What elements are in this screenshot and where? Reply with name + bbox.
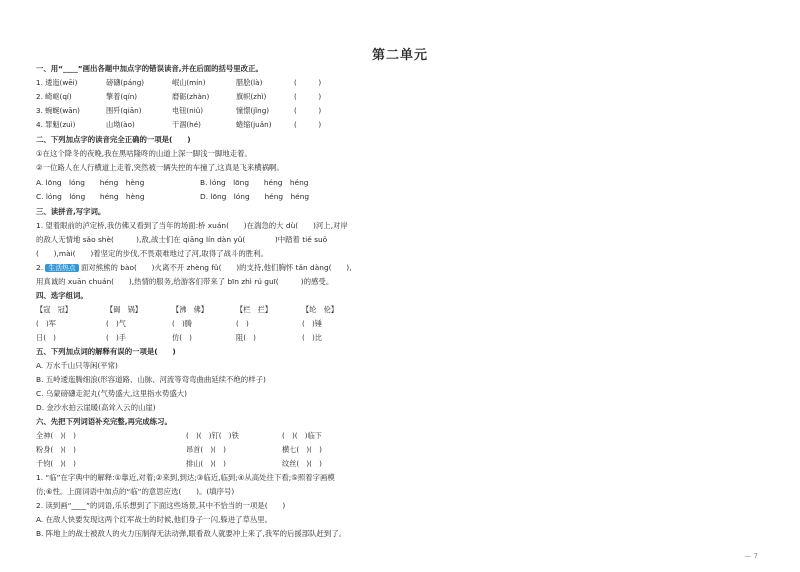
s1-r4-c3: 干涸(hé) — [172, 120, 201, 129]
s5-option-b: B. 五岭逶迤腾细浪(形容道路、山脉、河流等弯弯曲曲延续不绝的样子) — [36, 375, 266, 384]
section1-heading: 一、用“____”画出各题中加点字的错误读音,并在后面的括号里改正。 — [36, 64, 263, 73]
s2-line2: ②一位路人在人行横道上走着,突然被一辆失控的车撞了,这真是飞来横祸啊。 — [36, 163, 284, 172]
s6-q2-option-b: B. 阵地上的战士被敌人的火力压制得无法动弹,眼看敌人就要冲上来了,我军的后援部队赶到了。 — [36, 529, 347, 538]
s6-r2-c2: 昂首( )( ) — [186, 445, 226, 454]
s2-line1: ①在这个降冬的夜晚,我在黑咕隆咚的山道上深一脚浅一脚地走着。 — [36, 149, 252, 158]
s2-option-a: A. lōng lóng héng hèng — [36, 178, 145, 187]
page-number: — 7 — [744, 552, 758, 560]
section4-heading: 四、选字组词。 — [36, 291, 88, 300]
s1-r1-c1: 1. 逶迤(wēi) — [36, 78, 78, 87]
s3-q2-text: 面对熊熊的 bào( )火离不开 zhèng fǔ( )的支持,他们胸怀 tǎn dàng( ), — [80, 263, 352, 272]
s2-option-d: D. lōng lóng héng héng — [200, 192, 310, 201]
s4-group3-b: 仿( ) — [172, 333, 192, 342]
s1-r4-c2: 山坳(ào) — [106, 120, 135, 129]
s6-r3-c2: 排山( )( ) — [186, 459, 226, 468]
s1-r3-c3: 电钮(niǔ) — [172, 106, 204, 115]
s6-r1-c1: 全神( )( ) — [36, 431, 76, 440]
s1-r2-c2: 擎着(qín) — [106, 92, 138, 101]
s1-r2-c1: 2. 崎岖(qí) — [36, 92, 72, 101]
s3-q2-number: 2. — [36, 263, 44, 272]
s1-r2-c3: 磨砺(zhàn) — [172, 92, 210, 101]
s1-r3-c4: 憧憬(jǐng) — [236, 106, 270, 115]
page-title: 第二单元 — [371, 48, 428, 63]
s6-r2-c3: 横七( )( ) — [282, 445, 322, 454]
s6-q1-line1: 1. “临”在字典中的解释:①靠近,对着;②来到,到达;③临近,临到;④从高处往下看;⑤照着字画模 — [36, 473, 335, 482]
s1-r3-c5: ( ) — [294, 106, 322, 115]
s4-group2-pair: 【碣 锅】 — [106, 305, 142, 314]
s4-group2-b: ( )手 — [106, 333, 126, 342]
s4-group1-a: ( )军 — [36, 319, 56, 328]
s4-group5-b: ( )比 — [302, 333, 322, 342]
s4-group4-a: ( ) — [236, 319, 249, 328]
s1-r1-c5: ( ) — [294, 78, 322, 87]
s5-option-a: A. 万水千山只等闲(平常) — [36, 361, 118, 370]
s4-group3-pair: 【沸 佛】 — [172, 305, 208, 314]
s4-group3-a: ( )腾 — [172, 319, 192, 328]
s1-r4-c4: 蜷缩(juǎn) — [236, 120, 272, 129]
s6-r1-c3: ( )( )临下 — [282, 431, 322, 440]
s6-r3-c3: 纹丝( )( ) — [282, 459, 322, 468]
s4-group1-b: 日( ) — [36, 333, 56, 342]
s5-option-c: C. 乌蒙磅礴走泥丸(气势盛大,这里指水势盛大) — [36, 389, 188, 398]
s6-q2-option-a: A. 在敌人快要发现这两个红军战士的时候,他们身子一闪,躲进了草丛里。 — [36, 515, 273, 524]
s3-line3: ( ),mài( )着坚定的步伐,不畏艰难地过了河,取得了战斗的胜利。 — [36, 249, 268, 258]
s6-r2-c1: 粉身( )( ) — [36, 445, 76, 454]
s1-r3-c1: 3. 蜿蜒(wān) — [36, 106, 80, 115]
s4-group2-a: ( )气 — [106, 319, 126, 328]
section6-heading: 六、先把下列词语补充完整,再完成练习。 — [36, 417, 172, 426]
section5-heading: 五、下列加点词的解释有误的一项是( ) — [36, 347, 176, 356]
section2-heading: 二、下列加点字的读音完全正确的一项是( ) — [36, 135, 191, 144]
s1-r1-c4: 腊脍(là) — [236, 78, 263, 87]
s1-r4-c1: 4. 罪魁(zuì) — [36, 120, 76, 129]
s6-q1-line2: 仿;⑥性。上面词语中加点的“临”的意思应选( )。(填序号) — [36, 487, 235, 496]
s4-group4-b: 阻( ) — [236, 333, 256, 342]
s6-r3-c1: 千钧( )( ) — [36, 459, 76, 468]
s4-group1-pair: 【寇 冠】 — [36, 305, 72, 314]
s6-r1-c2: ( )( )钉( )铁 — [186, 431, 239, 440]
s4-group4-pair: 【栏 拦】 — [236, 305, 272, 314]
s3-line2: 的敌人无情地 sǎo shè( ),敌,战士们在 qiāng lín dàn yǔ( )中踏着 tiě suǒ — [36, 235, 328, 244]
section3-heading: 三、读拼音,写字词。 — [36, 207, 106, 216]
s1-r4-c5: ( ) — [294, 120, 322, 129]
s4-group5-a: ( )锤 — [302, 319, 322, 328]
s1-r2-c4: 旗帜(zhì) — [236, 92, 267, 101]
s3-line4 — [36, 262, 352, 274]
s1-r3-c2: 围歼(qiān) — [106, 106, 142, 115]
s1-r1-c3: 岷山(mín) — [172, 78, 206, 87]
s4-group5-pair: 【纶 伦】 — [302, 305, 338, 314]
s5-option-d: D. 金沙水拍云崖暖(高耸入云的山崖) — [36, 403, 156, 412]
hot-topic-badge: 生活热点 — [45, 264, 78, 272]
s1-r1-c2: 磅礴(páng) — [106, 78, 145, 87]
s3-line1: 1. 望着眼前的泸定桥,我仿佛又看到了当年的场面:桥 xuán( )在湍急的大 dù( )河上,对岸 — [36, 221, 348, 230]
s2-option-b: B. lóng lōng héng héng — [200, 178, 309, 187]
s6-q2-line: 2. 读到画“____”的词语,乐乐想到了下面这些场景,其中不恰当的一项是( ) — [36, 501, 286, 510]
s3-line5: 用真诚的 xuān chuán( ),热情的服务,给游客们带来了 bīn zhì rú guī( )的感受。 — [36, 277, 334, 286]
s1-r2-c5: ( ) — [294, 92, 322, 101]
s2-option-c: C. lóng lóng héng hèng — [36, 192, 145, 201]
